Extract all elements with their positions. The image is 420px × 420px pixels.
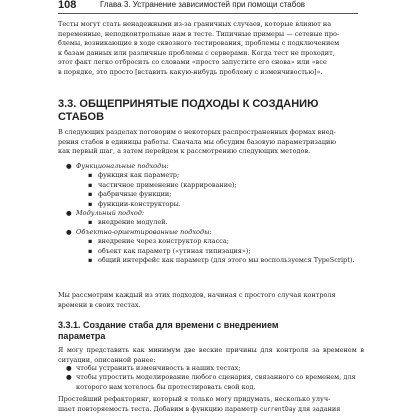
approaches-list — [66, 162, 366, 265]
inline-code: currentDay — [259, 405, 296, 413]
list-item — [66, 162, 366, 171]
intro-line: Тесты могут стать ненадежными из-за граничных случаев, которые влияют на — [58, 20, 332, 28]
bullet-icon: ▪ — [88, 237, 93, 246]
intro-line: к базам данных или различные проблемы с серверами. Когда тест не проходит, — [58, 48, 335, 57]
closing-line: Простейший рефакторинг, который я только могу придумать, несколько улуч- — [58, 395, 331, 403]
subsection-heading-line: параметра — [58, 331, 106, 341]
list-item — [66, 364, 366, 373]
list-item — [66, 181, 366, 190]
reasons-list — [66, 364, 366, 392]
intro-line: блемы, возникающие в ходе сквозного тестирования, проблемы с подключением — [58, 39, 340, 47]
section-intro-line: как первый шаг, а затем перейдем к рассмотрению следующих методов. — [58, 147, 311, 155]
list-item — [66, 200, 366, 209]
section-intro-line: В следующих разделах поговорим о некоторых распространенных формах внед- — [58, 128, 336, 136]
list-item — [66, 218, 366, 227]
intro-paragraph — [58, 20, 364, 77]
header-rule — [58, 13, 358, 14]
list-item — [66, 256, 366, 265]
subsection-heading — [58, 320, 358, 342]
list-item — [66, 373, 366, 392]
bullet-icon: ● — [66, 227, 72, 236]
running-title: Глава 3. Устранение зависимостей при помощи стабов — [100, 0, 306, 9]
approach-item: объект как параметр («утиная типизация»); — [98, 246, 251, 255]
approach-title: Функциональные подходы: — [76, 162, 169, 170]
list-item — [66, 247, 366, 256]
reason-text: чтобы устранить изменчивость в наших тестах; — [76, 364, 241, 372]
closing-text: для задания — [295, 404, 341, 413]
approach-item: функция как параметр; — [98, 171, 180, 180]
section-intro-line: рения стабов в единицы работы. Сначала мы обсудим базовую параметризацию — [58, 137, 337, 146]
section-intro-paragraph — [58, 128, 364, 157]
bullet-icon: ▪ — [88, 180, 93, 189]
bullet-icon: ▪ — [88, 246, 93, 255]
subsection-intro-text: Я могу представить как минимум две веские причины для контроля за временем в ситуации, описанной ранее: — [58, 346, 364, 364]
approach-item: внедрение модулей. — [98, 218, 168, 227]
bullet-icon: ▪ — [88, 190, 93, 199]
reason-text: чтобы упростить моделирование любого сценария, связанного со временем, для которого нам хотелось бы протестировать свой код. — [76, 373, 356, 391]
bullet-icon: ▪ — [88, 171, 93, 180]
after-list-line: Мы рассмотрим каждый из этих подходов, начиная с простого случая контроля — [58, 291, 336, 299]
closing-paragraph — [58, 395, 364, 414]
list-item — [66, 171, 366, 180]
page-header — [58, 0, 418, 12]
intro-line: этот факт легко отбросить со словами «просто запустите его снова» или «все — [58, 58, 327, 66]
bullet-icon: ▪ — [88, 218, 93, 227]
approach-item: фабричные функции; — [98, 190, 172, 199]
list-item — [66, 209, 366, 218]
approach-item: функции-конструкторы. — [98, 199, 181, 208]
bullet-icon: ▪ — [88, 256, 93, 265]
list-item — [66, 190, 366, 199]
list-item — [66, 228, 366, 237]
approach-item: общий интерфейс как параметр (для этого мы воспользуемся TypeScript). — [98, 256, 355, 265]
approach-title: Модульный подход: — [76, 209, 145, 218]
closing-line — [58, 405, 364, 415]
intro-line: переменные, неподконтрольные нам в тесте. Типичные примеры — сетевые про- — [58, 29, 340, 38]
bullet-icon: ● — [66, 162, 72, 170]
after-list-paragraph — [58, 291, 364, 310]
subsection-heading-line: 3.3.1. Создание стаба для времени с внедрением — [58, 320, 279, 330]
after-list-line: времени в своих тестах. — [58, 300, 141, 309]
bullet-icon: ● — [66, 209, 72, 218]
section-heading — [58, 98, 358, 124]
closing-text: шает повторяемость теста. Добавим в функцию параметр — [58, 404, 260, 413]
intro-line: в порядке, это просто [вставить какую-нибудь проблему с изменчивостью]». — [58, 67, 323, 76]
section-heading-line: 3.3. ОБЩЕПРИНЯТЫЕ ПОДХОДЫ К СОЗДАНИЮ — [58, 98, 319, 110]
bullet-icon: ▪ — [88, 199, 93, 208]
approach-title: Объектно-ориентированные подходы: — [76, 227, 212, 236]
bullet-icon: ● — [66, 364, 72, 372]
list-item — [66, 237, 366, 246]
approach-item: частичное применение (каррирование); — [98, 180, 237, 189]
approach-item: внедрение через конструктор класса; — [98, 237, 229, 246]
section-heading-line: СТАБОВ — [58, 111, 105, 123]
bullet-icon: ● — [66, 373, 72, 382]
page-number: 108 — [58, 0, 77, 11]
subsection-intro-paragraph — [58, 346, 364, 365]
